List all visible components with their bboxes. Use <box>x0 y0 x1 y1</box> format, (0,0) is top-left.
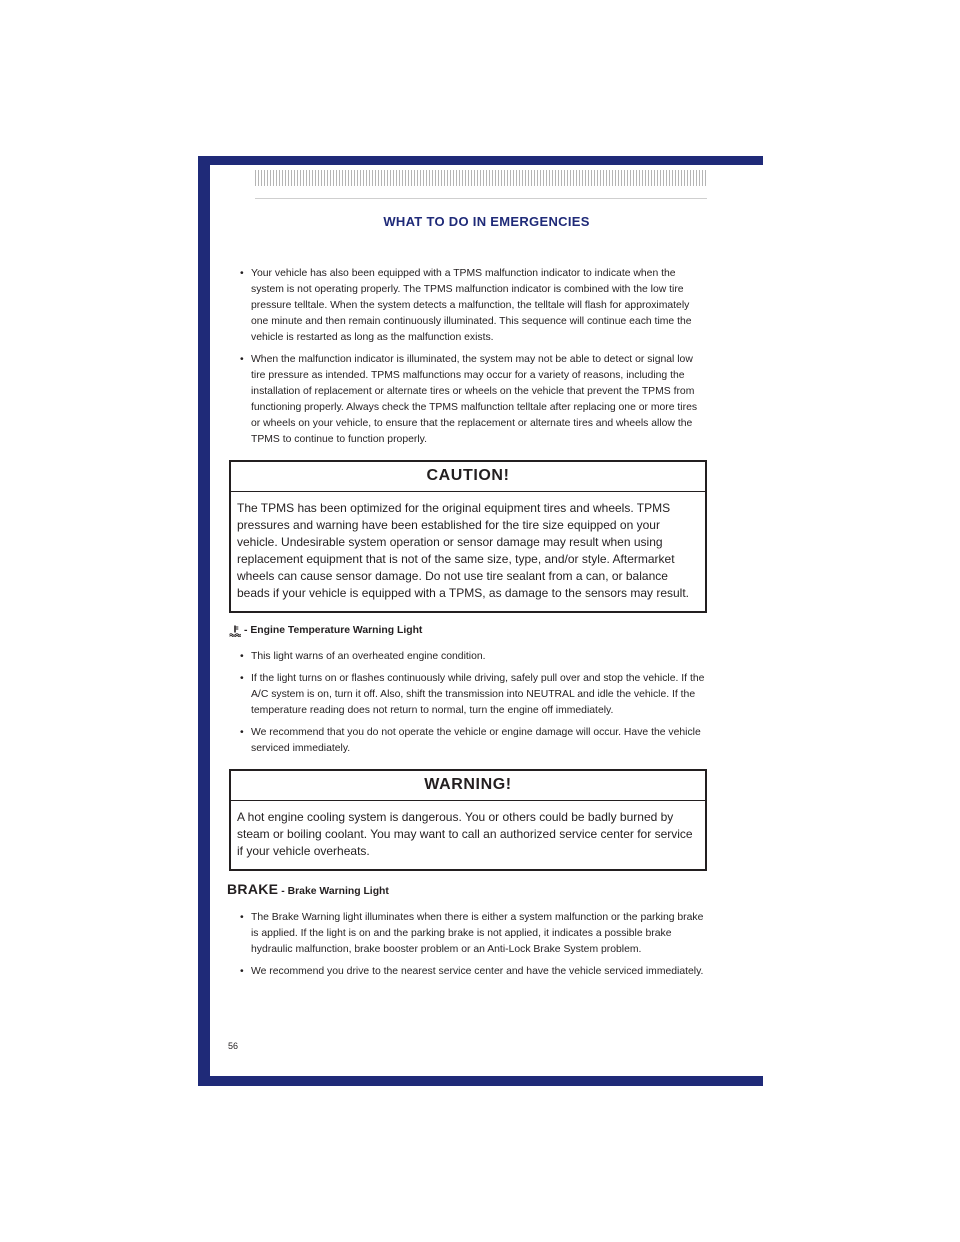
list-item: • If the light turns on or flashes continuously while driving, safely pull over and stop the vehicle. If the A/C system is on, turn it off. Also, shift the transmission into NEUTRAL and idle the vehicle. If the temperature reading does not return to normal, turn the engine off immediately. <box>229 671 707 719</box>
decorative-ruler <box>255 170 707 186</box>
warning-box <box>229 769 707 871</box>
brake-bullet-list <box>229 910 707 980</box>
warning-heading: WARNING! <box>231 771 705 801</box>
header-divider <box>255 198 707 199</box>
brake-indicator-word: BRAKE <box>227 881 279 897</box>
warning-body: A hot engine cooling system is dangerous. You or others could be badly burned by steam or boiling coolant. You may want to call an authorized service center for service if your vehicle overheats. <box>237 810 693 858</box>
tpms-bullet-list <box>229 266 707 448</box>
engine-temperature-icon <box>229 625 241 637</box>
list-item: • This light warns of an overheated engine condition. <box>229 649 707 665</box>
brake-heading <box>227 881 707 900</box>
caution-box <box>229 460 707 613</box>
engine-temperature-bullet-list <box>229 649 707 757</box>
page-number: 56 <box>228 1041 239 1051</box>
page-frame-bottom <box>198 1076 763 1086</box>
page-frame-top <box>198 156 763 165</box>
caution-body: The TPMS has been optimized for the original equipment tires and wheels. TPMS pressures and warning have been established for the tire size equipped on your vehicle. Undesirable system operation or sensor damage may result when using replacement equipment that is not of the same size, type, and/or style. Aftermarket wheels can cause sensor damage. Do not use tire sealant from a can, or balance beads if your vehicle is equipped with a TPMS, as damage to the sensors may result. <box>237 501 690 600</box>
page-frame-left <box>198 156 210 1086</box>
list-item: • The Brake Warning light illuminates when there is either a system malfunction or the parking brake is applied. If the light is on and the parking brake is not applied, it indicates a possible brake hydraulic malfunction, brake booster problem or an Anti-Lock Brake System problem. <box>229 910 707 958</box>
engine-temperature-label: - Engine Temperature Warning Light <box>244 625 423 636</box>
engine-temperature-heading <box>229 623 707 639</box>
list-item: • We recommend you drive to the nearest service center and have the vehicle serviced immediately. <box>229 964 707 980</box>
section-header-title: WHAT TO DO IN EMERGENCIES <box>383 214 590 229</box>
page-content <box>229 266 707 986</box>
brake-label: - Brake Warning Light <box>281 886 389 897</box>
list-item: • We recommend that you do not operate the vehicle or engine damage will occur. Have the vehicle serviced immediately. <box>229 725 707 757</box>
caution-heading: CAUTION! <box>231 462 705 492</box>
list-item: • When the malfunction indicator is illuminated, the system may not be able to detect or signal low tire pressure as intended. TPMS malfunctions may occur for a variety of reasons, including the installation of replacement or alternate tires or wheels on the vehicle that prevent the TPMS from functioning properly. Always check the TPMS malfunction telltale after replacing one or more tires or wheels on your vehicle, to ensure that the replacement or alternate tires and wheels allow the TPMS to continue to function properly. <box>229 352 707 448</box>
list-item: • Your vehicle has also been equipped with a TPMS malfunction indicator to indicate when the system is not operating properly. The TPMS malfunction indicator is combined with the low tire pressure telltale. When the system detects a malfunction, the telltale will flash for approximately one minute and then remain continuously illuminated. This sequence will continue each time the vehicle is restarted as long as the malfunction exists. <box>229 266 707 346</box>
